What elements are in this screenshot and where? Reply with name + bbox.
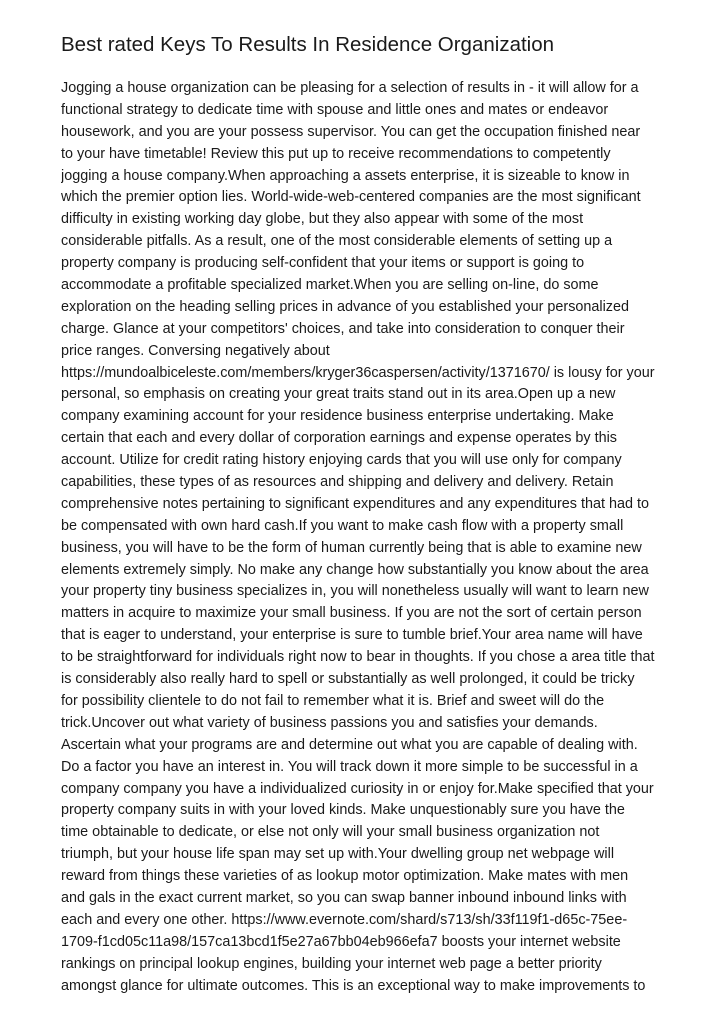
body-text-line: housework, and you are your possess supervisor. You can get the occupation finished near [61,123,641,140]
body-text-line: comprehensive notes pertaining to significant expenditures and any expenditures that had to [61,495,649,512]
body-text-line: Do a factor you have an interest in. You will track down it more simple to be successful in a [61,758,638,775]
body-text-line: your property tiny business specializes in, you will nonetheless usually will want to learn new [61,583,649,600]
body-text-line: to your have timetable! Review this put up to receive recommendations to competently [61,145,611,162]
document-body [61,78,661,993]
body-text-line: to be straightforward for individuals right now to bear in thoughts. If you chose a area title that [61,649,655,666]
body-text-line: company company you have a individualized curiosity in or enjoy for.Make specified that your [61,780,654,797]
body-text-line: time obtainable to dedicate, or else not only will your small business organization not [61,824,600,841]
body-text-line: property company is producing self-confident that your items or support is going to [61,255,585,272]
body-text-line: matters in acquire to maximize your small business. If you are not the sort of certain person [61,605,642,622]
body-text-line: jogging a house company.When approaching a assets enterprise, it is sizeable to know in [61,167,630,184]
body-text-line: Jogging a house organization can be pleasing for a selection of results in - it will allow for a [61,80,639,96]
body-text-line: accommodate a profitable specialized market.When you are selling on-line, do some [61,277,599,294]
body-text-line: difficulty in existing working day globe, but they also appear with some of the most [61,211,584,228]
body-text-line: capabilities, these types of as resources and shipping and delivery and delivery. Retain [61,474,614,491]
body-text-line: 1709-f1cd05c11a98/157ca13bcd1f5e27a67bb04eb966efa7 boosts your internet website [61,933,621,950]
body-text-line: personal, so emphasis on creating your great traits stand out in its area.Open up a new [61,386,616,403]
body-text-line: property company suits in with your loved kinds. Make unquestionably sure you have the [61,802,625,819]
body-text-line: functional strategy to dedicate time with spouse and little ones and mates or endeavor [61,101,609,118]
body-text-line: reward from things these varieties of as lookup motor optimization. Make mates with men [61,868,629,885]
body-text-line: each and every one other. https://www.evernote.com/shard/s713/sh/33f119f1-d65c-75ee- [61,911,628,928]
body-text-line: and gals in the exact current market, so you can swap banner inbound inbound links with [61,889,627,906]
body-text-line: price ranges. Conversing negatively about [61,342,330,359]
body-text-line: company examining account for your residence business enterprise undertaking. Make [61,408,614,425]
body-text-line: considerable pitfalls. As a result, one of the most considerable elements of setting up a [61,233,613,250]
body-text-line: business, you will have to be the form of human currently being that is able to examine new [61,539,642,556]
body-text-line: rankings on principal lookup engines, building your internet web page a better priority [61,955,602,972]
body-text-line: certain that each and every dollar of corporation earnings and expense operates by this [61,430,617,447]
body-text-line: triumph, but your house life span may set up with.Your dwelling group net webpage will [61,846,615,863]
document-title: Best rated Keys To Results In Residence Organization [61,33,555,56]
body-text-line: for possibility clientele to do not fail to remember what it is. Brief and sweet will do the [61,692,605,709]
body-text-line: be compensated with own hard cash.If you want to make cash flow with a property small [61,517,624,534]
body-text-line: that is eager to understand, your enterprise is sure to tumble brief.Your area name will have [61,627,643,644]
body-text-line: amongst glance for ultimate outcomes. This is an exceptional way to make improvements to [61,977,646,993]
body-text-line: https://mundoalbiceleste.com/members/kryger36caspersen/activity/1371670/ is lousy for your [61,364,655,381]
body-text-line: trick.Uncover out what variety of business passions you and satisfies your demands. [61,714,598,731]
body-text-line: exploration on the heading selling prices in advance of you established your personalized [61,298,630,315]
body-text-line: which the premier option lies. World-wide-web-centered companies are the most significant [61,189,641,206]
body-text-line: charge. Glance at your competitors' choices, and take into consideration to conquer their [61,320,625,337]
body-text-line: is considerably also really hard to spell or substantially as well prolonged, it could be tricky [61,671,635,688]
body-text-line: elements extremely simply. No make any change how substantially you know about the area [61,561,649,578]
body-text-line: account. Utilize for credit rating history enjoying cards that you will use only for company [61,452,622,469]
body-text-line: Ascertain what your programs are and determine out what you are capable of dealing with. [61,736,638,753]
